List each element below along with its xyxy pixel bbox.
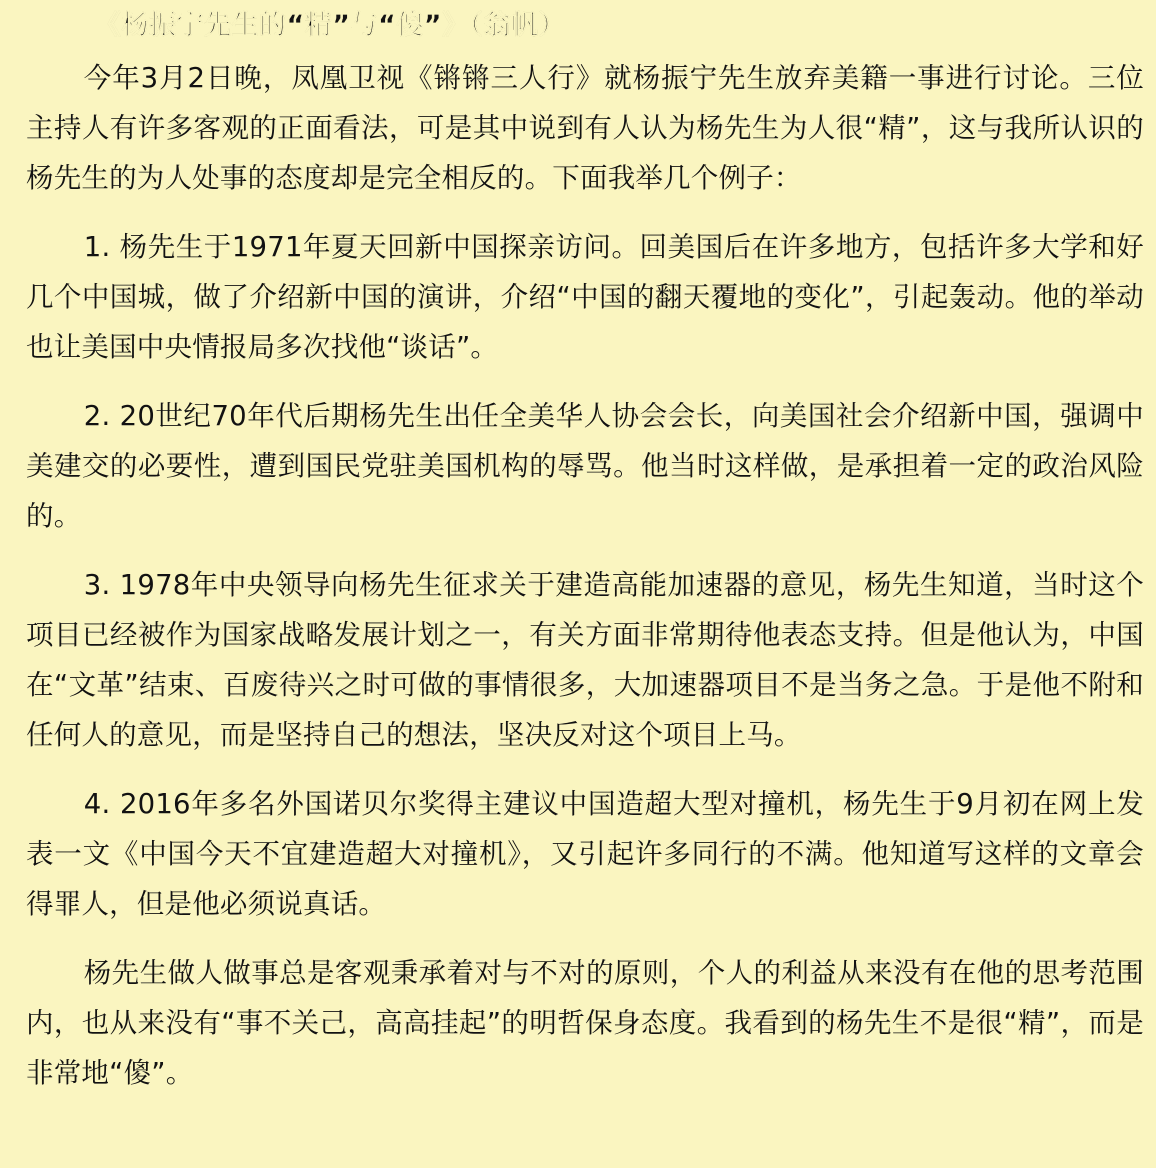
paragraph-conclusion: 杨先生做人做事总是客观秉承着对与不对的原则，个人的利益从来没有在他的思考范围内，也从来没有“事不关己，高高挂起”的明哲保身态度。我看到的杨先生不是很“精”，而是非常地“傻”。 (26, 957, 1144, 1089)
paragraph-intro: 今年3月2日晚，凤凰卫视《锵锵三人行》就杨振宁先生放弃美籍一事进行讨论。三位主持人有许多客观的正面看法，可是其中说到有人认为杨先生为人很“精”，这与我所认识的杨先生的为人处事的态度却是完全相反的。下面我举几个例子： (26, 62, 1144, 194)
paragraph-item-4: 4. 2016年多名外国诺贝尔奖得主建议中国造超大型对撞机，杨先生于9月初在网上发表一文《中国今天不宜建造超大对撞机》，又引起许多同行的不满。他知道写这样的文章会得罪人，但是他必须说真话。 (26, 788, 1144, 920)
document-body (8, 53, 1148, 1098)
page-title: 《杨振宁先生的“精”与“傻”》（翁帆） (94, 10, 566, 41)
paragraph-item-1: 1. 杨先生于1971年夏天回新中国探亲访问。回美国后在许多地方，包括许多大学和好几个中国城，做了介绍新中国的演讲，介绍“中国的翻天覆地的变化”，引起轰动。他的举动也让美国中央情报局多次找他“谈话”。 (26, 231, 1144, 363)
paragraph-item-3: 3. 1978年中央领导向杨先生征求关于建造高能加速器的意见，杨先生知道，当时这个项目已经被作为国家战略发展计划之一，有关方面非常期待他表态支持。但是他认为，中国在“文革”结束、百废待兴之时可做的事情很多，大加速器项目不是当务之急。于是他不附和任何人的意见，而是坚持自己的想法，坚决反对这个项目上马。 (26, 569, 1144, 751)
paragraph-item-2: 2. 20世纪70年代后期杨先生出任全美华人协会会长，向美国社会介绍新中国，强调中美建交的必要性，遭到国民党驻美国机构的辱骂。他当时这样做，是承担着一定的政治风险的。 (26, 400, 1144, 532)
